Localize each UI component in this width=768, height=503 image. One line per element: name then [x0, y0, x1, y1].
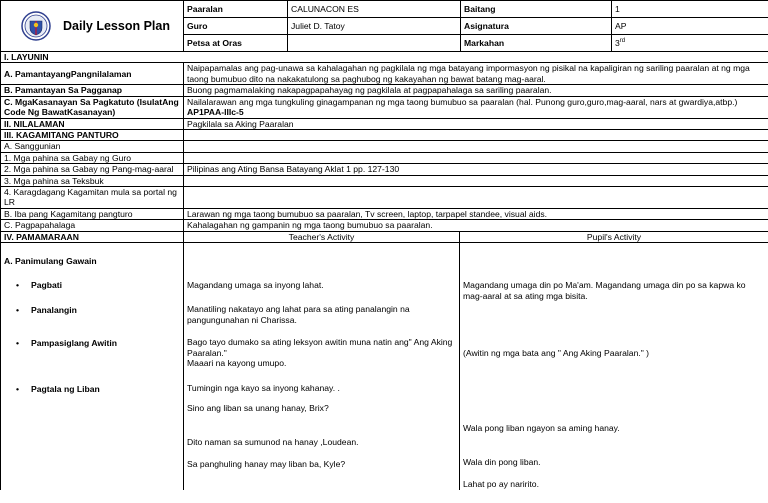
- asignatura-value: AP: [612, 18, 768, 35]
- nilalaman-value: Pagkilala sa Aking Paaralan: [184, 118, 768, 129]
- pupil-liban-3: Lahat po ay naririto.: [463, 479, 539, 490]
- kasanayan-cell: [184, 96, 768, 118]
- kagamitan-heading: III. KAGAMITANG PANTURO: [1, 130, 184, 141]
- pupil-activity-column: [460, 243, 768, 490]
- pupil-pagtala: [463, 403, 765, 423]
- markahan-suffix: rd: [619, 37, 626, 44]
- panimulang-gawain-column: [1, 243, 184, 490]
- teksbuk-value: [184, 175, 768, 186]
- pupil-liban-2: Wala din pong liban.: [463, 457, 541, 468]
- gabay-mag-aaral-value: Pilipinas ang Ating Bansa Batayang Aklat 1 pp. 127-130: [184, 164, 768, 175]
- petsa-label: Petsa at Oras: [184, 35, 288, 52]
- pupil-pagbati: Magandang umaga din po Ma'am. Magandang umaga din po sa kapwa ko mag-aaral at sa ating mga bisita.: [463, 280, 746, 301]
- layunin-heading: I. LAYUNIN: [1, 52, 768, 63]
- asignatura-label: Asignatura: [461, 18, 612, 35]
- kasanayan-value: Nailalarawan ang mga tungkuling ginagampanan ng mga taong bumubuo sa paaralan (hal. Punong guro,guro,mag-aaral, nars at gwardiya,atbp.): [187, 96, 738, 107]
- panimulang-gawain-label: A. Panimulang Gawain: [4, 256, 97, 267]
- sanggunian-blank: [184, 141, 768, 152]
- pupil-activity-header: Pupil's Activity: [460, 231, 768, 242]
- teacher-liban-2: Dito naman sa sumunod na hanay ,Loudean.: [187, 437, 359, 448]
- pagganap-label: B. Pamantayan Sa Pagganap: [1, 85, 184, 96]
- kasanayan-code: AP1PAA-IIIc-5: [187, 107, 244, 118]
- teacher-awitin: Bago tayo dumako sa ating leksyon awitin muna natin ang" Ang Aking Paaralan." Maaari na kayong umupo.: [187, 337, 453, 368]
- pagpapahalaga-value: Kahalagahan ng gampanin ng mga taong bumubuo sa paaralan.: [184, 220, 768, 231]
- teksbuk-label: 3. Mga pahina sa Teksbuk: [1, 175, 184, 186]
- pangnilalaman-value: Naipapamalas ang pag-unawa sa kahalagahan ng pagkilala ng mga batayang impormasyon ng pisikal na kapaligiran ng sariling paaralan at ng mga taong bumubuo dito na nakakatulong sa paghubog ng kakayahan ng bawat batang mag-aaral.: [184, 63, 768, 85]
- paaralan-label: Paaralan: [184, 1, 288, 18]
- panalangin-label: [4, 305, 180, 338]
- paaralan-value: CALUNACON ES: [288, 1, 461, 18]
- teacher-panalangin: Manatiling nakatayo ang lahat para sa ating panalangin na pangungunahan ni Charissa.: [187, 304, 410, 325]
- deped-seal-icon: [21, 11, 51, 41]
- panalangin-text: • Panalangin: [31, 305, 77, 316]
- markahan-number: 3: [615, 37, 620, 48]
- nilalaman-label: II. NILALAMAN: [1, 118, 184, 129]
- guro-value: Juliet D. Tatoy: [288, 18, 461, 35]
- kasanayan-label: C. MgaKasanayan Sa Pagkatuto (IsulatAng Code Ng BawatKasanayan): [1, 96, 184, 118]
- gabay-guro-value: [184, 152, 768, 163]
- pampasiglang-awitin-label: [4, 338, 180, 384]
- lr-portal-value: [184, 187, 768, 209]
- pagtala-liban-text: • Pagtala ng Liban: [31, 384, 100, 395]
- sanggunian-label: A. Sanggunian: [1, 141, 184, 152]
- teacher-activity-header: Teacher's Activity: [184, 231, 460, 242]
- iba-kagamitan-label: B. Iba pang Kagamitang pangturo: [1, 208, 184, 219]
- pagpapahalaga-label: C. Pagpapahalaga: [1, 220, 184, 231]
- baitang-label: Baitang: [461, 1, 612, 18]
- lr-portal-label: 4. Karagdagang Kagamitan mula sa portal ng LR: [1, 187, 184, 209]
- pagbati-text: • Pagbati: [31, 280, 63, 291]
- teacher-activity-column: [184, 243, 460, 490]
- pagganap-value: Buong pagmamalaking nakapagpapahayag ng pagkilala at pagpapahalaga sa sariling paaralan.: [184, 85, 768, 96]
- page-title: Daily Lesson Plan: [63, 18, 170, 33]
- gabay-guro-label: 1. Mga pahina sa Gabay ng Guro: [1, 152, 184, 163]
- pagbati-label: [4, 280, 180, 305]
- baitang-value: 1: [612, 1, 768, 18]
- iba-kagamitan-value: Larawan ng mga taong bumubuo sa paaralan, Tv screen, laptop, tarpapel standee, visual aids.: [184, 208, 768, 219]
- pampasiglang-awitin-text: • Pampasiglang Awitin: [31, 338, 117, 349]
- teacher-liban-3: Sa panghuling hanay may liban ba, Kyle?: [187, 459, 346, 470]
- header-table: [0, 0, 768, 52]
- petsa-value: [288, 35, 461, 52]
- pangnilalaman-label: A. PamantayangPangnilalaman: [1, 63, 184, 85]
- pupil-liban-1: Wala pong liban ngayon sa aming hanay.: [463, 423, 620, 434]
- teacher-pagbati: Magandang umaga sa inyong lahat.: [187, 280, 324, 291]
- pamamaraan-heading: IV. PAMAMARAAN: [1, 231, 184, 242]
- teacher-liban-1: Sino ang liban sa unang hanay, Brix?: [187, 403, 329, 414]
- guro-label: Guro: [184, 18, 288, 35]
- kagamitan-heading-blank: [184, 130, 768, 141]
- pupil-awitin: (Awitin ng mga bata ang " Ang Aking Paaralan." ): [463, 348, 650, 359]
- markahan-label: Markahan: [461, 35, 612, 52]
- header-logo-cell: [1, 1, 184, 52]
- teacher-pagtala: Tumingin nga kayo sa inyong kahanay. .: [187, 383, 340, 394]
- lesson-body-table: [0, 51, 768, 490]
- gabay-mag-aaral-label: 2. Mga pahina sa Gabay ng Pang-mag-aaral: [1, 164, 184, 175]
- pagtala-liban-label: [4, 384, 180, 394]
- markahan-value: [612, 35, 768, 52]
